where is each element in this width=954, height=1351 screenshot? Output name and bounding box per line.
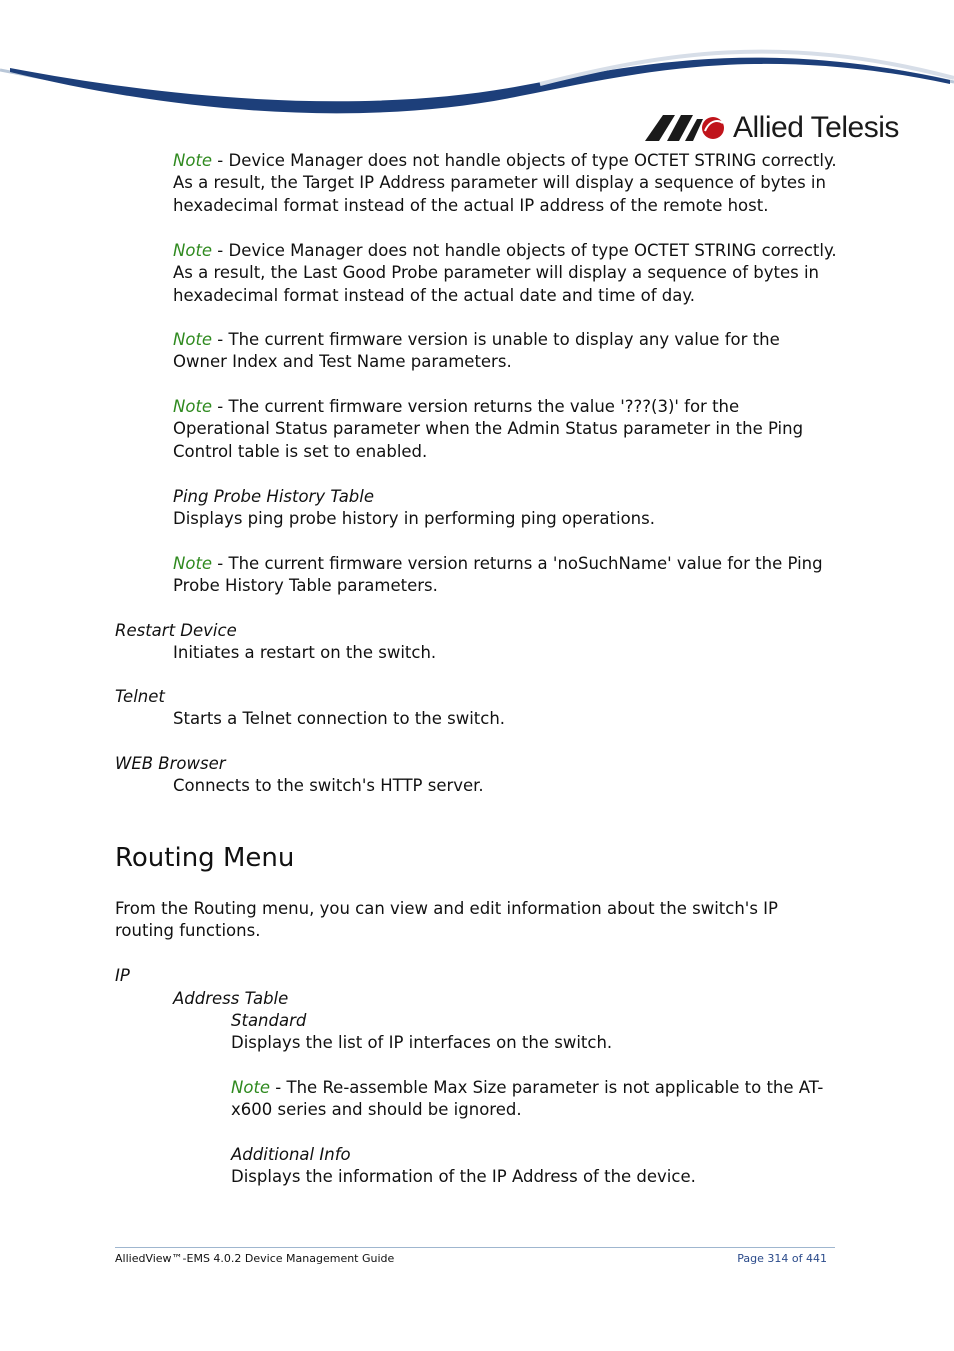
note-reassemble-max-size	[231, 1077, 839, 1122]
note-octet-last-good-probe	[173, 240, 838, 307]
note-text: - The current firmware version returns a 'noSuchName' value for the Ping Probe History Table parameters.	[173, 554, 823, 596]
note-label: Note	[173, 397, 213, 416]
note-text: - The Re-assemble Max Size parameter is not applicable to the AT-x600 series and should be ignored.	[231, 1078, 824, 1120]
note-label: Note	[231, 1078, 271, 1097]
ip-title: IP	[115, 966, 130, 985]
note-label: Note	[173, 241, 213, 260]
address-table-title: Address Table	[173, 989, 289, 1008]
note-label: Note	[173, 151, 213, 170]
note-text: - Device Manager does not handle objects of type OCTET STRING correctly. As a result, the Last Good Probe parameter will display a sequence of bytes in hexadecimal format instead of the actual date and time of day.	[173, 241, 837, 305]
ping-probe-history-desc: Displays ping probe history in performing ping operations.	[173, 509, 655, 528]
note-owner-index	[173, 329, 838, 374]
ping-probe-history-title: Ping Probe History Table	[173, 487, 375, 506]
footer-divider	[115, 1247, 835, 1248]
allied-telesis-logo	[645, 108, 905, 148]
restart-device-title: Restart Device	[115, 621, 237, 640]
telnet-desc: Starts a Telnet connection to the switch.	[173, 709, 506, 728]
note-text: - Device Manager does not handle objects of type OCTET STRING correctly. As a result, the Target IP Address parameter will display a sequence of bytes in hexadecimal format instead of the actual IP address of the remote host.	[173, 151, 837, 215]
web-browser-desc: Connects to the switch's HTTP server.	[173, 776, 484, 795]
telnet-title: Telnet	[115, 687, 165, 706]
standard-desc: Displays the list of IP interfaces on the switch.	[231, 1033, 613, 1052]
web-browser-title: WEB Browser	[115, 754, 226, 773]
note-octet-target-ip	[173, 150, 838, 217]
additional-info-desc: Displays the information of the IP Address of the device.	[231, 1167, 696, 1186]
restart-device-desc: Initiates a restart on the switch.	[173, 643, 437, 662]
additional-info-title: Additional Info	[231, 1145, 351, 1164]
note-text: - The current firmware version is unable to display any value for the Owner Index and Test Name parameters.	[173, 330, 780, 372]
note-nosuchname	[173, 553, 838, 598]
routing-intro: From the Routing menu, you can view and edit information about the switch's IP routing functions.	[115, 899, 778, 941]
logo-mark-icon	[645, 113, 727, 143]
standard-title: Standard	[231, 1011, 307, 1030]
routing-menu-heading: Routing Menu	[115, 843, 295, 873]
footer-page-number: Page 314 of 441	[737, 1252, 827, 1265]
footer-guide-title: AlliedView™-EMS 4.0.2 Device Management Guide	[115, 1252, 395, 1265]
note-text: - The current firmware version returns the value '???(3)' for the Operational Status parameter when the Admin Status parameter in the Ping Control table is set to enabled.	[173, 397, 804, 461]
note-operational-status	[173, 396, 838, 463]
logo-text: Allied Telesis	[733, 111, 899, 144]
note-label: Note	[173, 330, 213, 349]
note-label: Note	[173, 554, 213, 573]
